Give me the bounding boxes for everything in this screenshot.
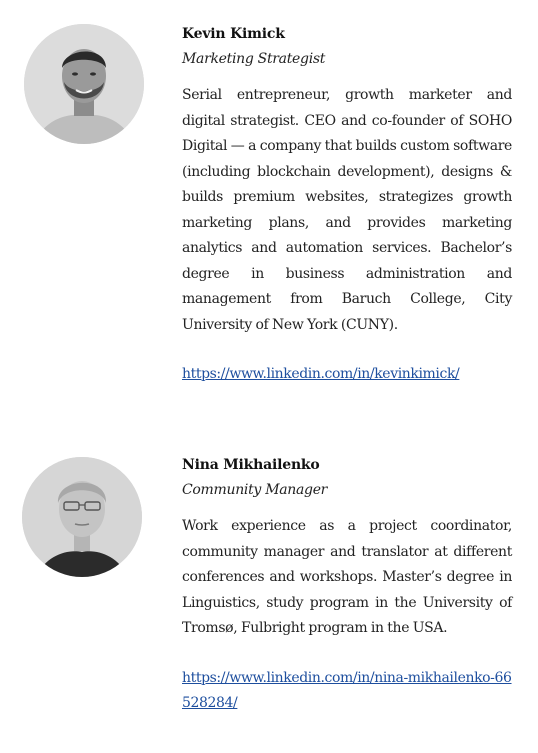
avatar [24,24,144,144]
linkedin-link[interactable]: https://www.linkedin.com/in/kevinkimick/ [182,366,460,382]
linkedin-link[interactable]: https://www.linkedin.com/in/nina-mikhailenko-66528284/ [182,669,512,711]
member-name: Kevin Kimick [182,26,285,42]
avatar [22,457,142,577]
member-role: Marketing Strategist [182,51,326,67]
person-photo-icon [24,24,144,144]
member-bio: Work experience as a project coordinator, community manager and translator at different conferences and workshops. Master’s degree in Linguistics, study program in the University of Tromsø, Fulbright program in the USA. [182,518,512,636]
person-photo-icon [22,457,142,577]
member-role: Community Manager [182,482,328,498]
member-name: Nina Mikhailenko [182,457,320,473]
member-bio: Serial entrepreneur, growth marketer and digital strategist. CEO and co-founder of SOHO Digital — a company that builds custom software (including blockchain development), designs & builds premium websites, strategizes growth marketing plans, and provides marketing analytics and automation services. Bachelor’s degree in business administration and management from Baruch College, City University of New York (CUNY). [182,87,512,333]
